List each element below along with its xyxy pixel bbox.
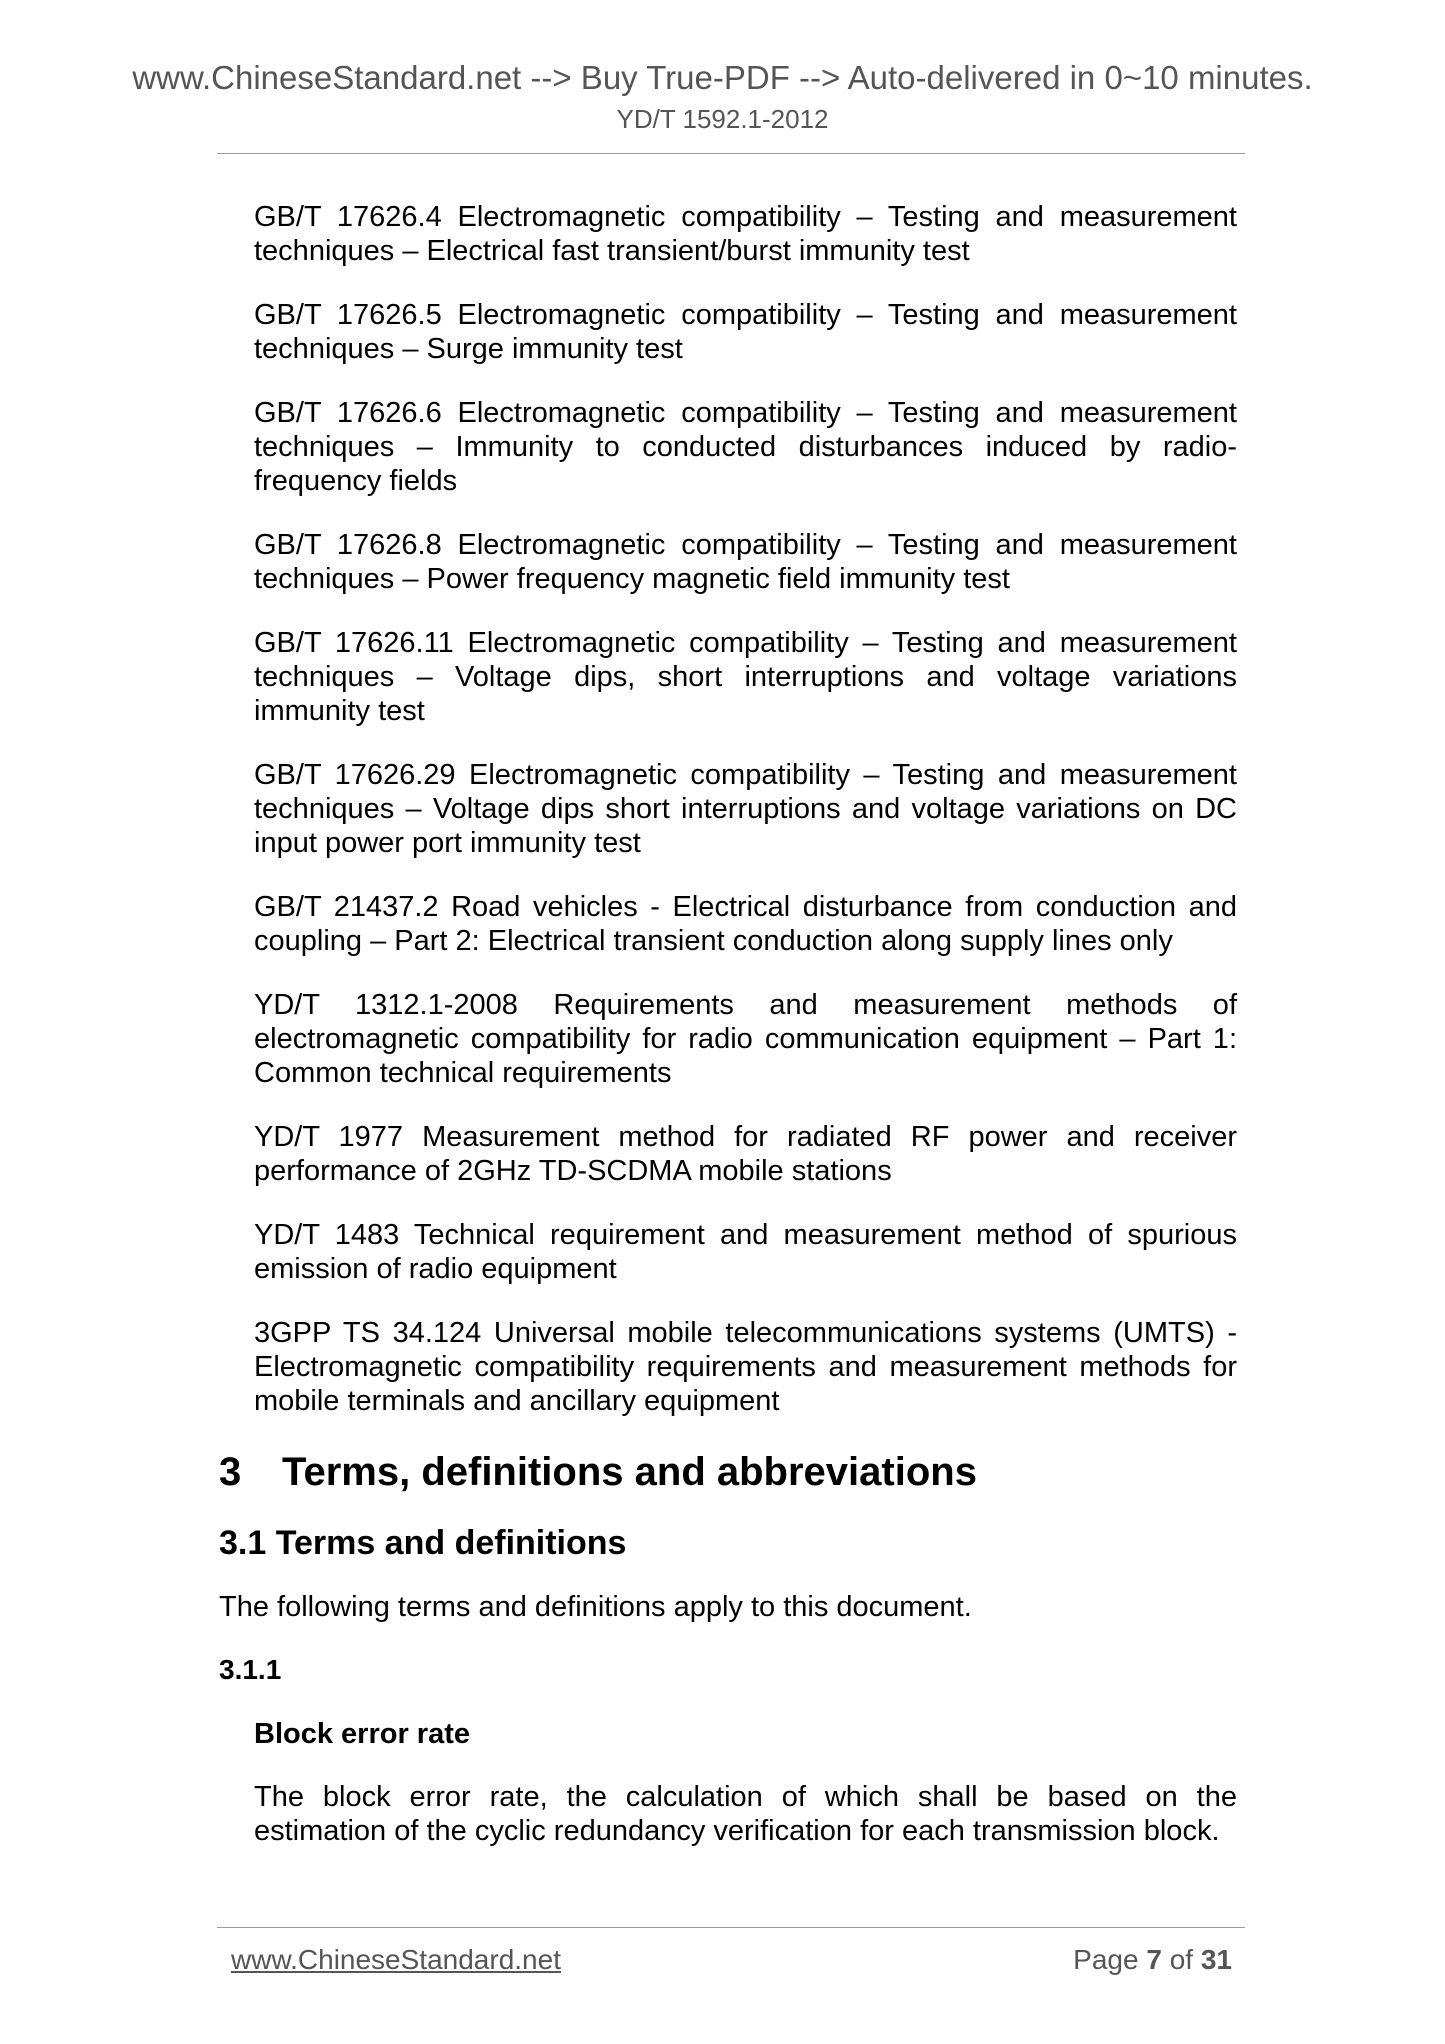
reference-item: GB/T 17626.29 Electromagnetic compatibility – Testing and measurement techniques – Voltage dips short interruptions and voltage variations on DC input power port immunity test <box>254 759 1237 859</box>
reference-item: YD/T 1312.1-2008 Requirements and measurement methods of electromagnetic compatibility for radio communication equipment – Part 1: Common technical requirements <box>254 989 1237 1089</box>
reference-item: GB/T 17626.8 Electromagnetic compatibility – Testing and measurement techniques – Power frequency magnetic field immunity test <box>254 529 1237 595</box>
footer-divider <box>217 1927 1245 1928</box>
reference-item: GB/T 17626.6 Electromagnetic compatibility – Testing and measurement techniques – Immunity to conducted disturbances induced by radio-frequency fields <box>254 397 1237 497</box>
clause-number: 3.1.1 <box>219 1654 282 1685</box>
subsection-heading: 3.1 Terms and definitions <box>219 1524 627 1562</box>
header-divider <box>217 153 1245 154</box>
section-number: 3 <box>219 1450 242 1494</box>
normative-references-list <box>254 200 1237 1448</box>
page-total: 31 <box>1200 1944 1232 1975</box>
reference-item: GB/T 17626.4 Electromagnetic compatibility – Testing and measurement techniques – Electrical fast transient/burst immunity test <box>254 201 1237 267</box>
reference-item: GB/T 21437.2 Road vehicles - Electrical disturbance from conduction and coupling – Part 2: Electrical transient conduction along supply lines only <box>254 891 1237 957</box>
term-definition: The block error rate, the calculation of which shall be based on the estimation of the cyclic redundancy verification for each transmission block. <box>254 1781 1237 1847</box>
reference-item: GB/T 17626.11 Electromagnetic compatibility – Testing and measurement techniques – Voltage dips, short interruptions and voltage variations immunity test <box>254 627 1237 727</box>
reference-item: 3GPP TS 34.124 Universal mobile telecommunications systems (UMTS) - Electromagnetic compatibility requirements and measurement methods for mobile terminals and ancillary equipment <box>254 1317 1237 1417</box>
section-title: Terms, definitions and abbreviations <box>282 1450 977 1494</box>
standard-code: YD/T 1592.1-2012 <box>616 104 829 134</box>
reference-item: GB/T 17626.5 Electromagnetic compatibility – Testing and measurement techniques – Surge immunity test <box>254 299 1237 365</box>
reference-item: YD/T 1977 Measurement method for radiated RF power and receiver performance of 2GHz TD-SCDMA mobile stations <box>254 1121 1237 1187</box>
footer-site-link[interactable]: www.ChineseStandard.net <box>231 1944 561 1975</box>
page-number: 7 <box>1146 1944 1162 1975</box>
term-name: Block error rate <box>254 1718 470 1750</box>
page-prefix: Page <box>1073 1944 1139 1975</box>
reference-item: YD/T 1483 Technical requirement and measurement method of spurious emission of radio equipment <box>254 1219 1237 1285</box>
page-of: of <box>1169 1944 1194 1975</box>
header-banner: www.ChineseStandard.net --> Buy True-PDF --> Auto-delivered in 0~10 minutes. <box>132 59 1313 96</box>
section-intro: The following terms and definitions apply to this document. <box>219 1591 972 1623</box>
section-heading <box>219 1448 977 1496</box>
page-indicator <box>1073 1943 1232 1977</box>
